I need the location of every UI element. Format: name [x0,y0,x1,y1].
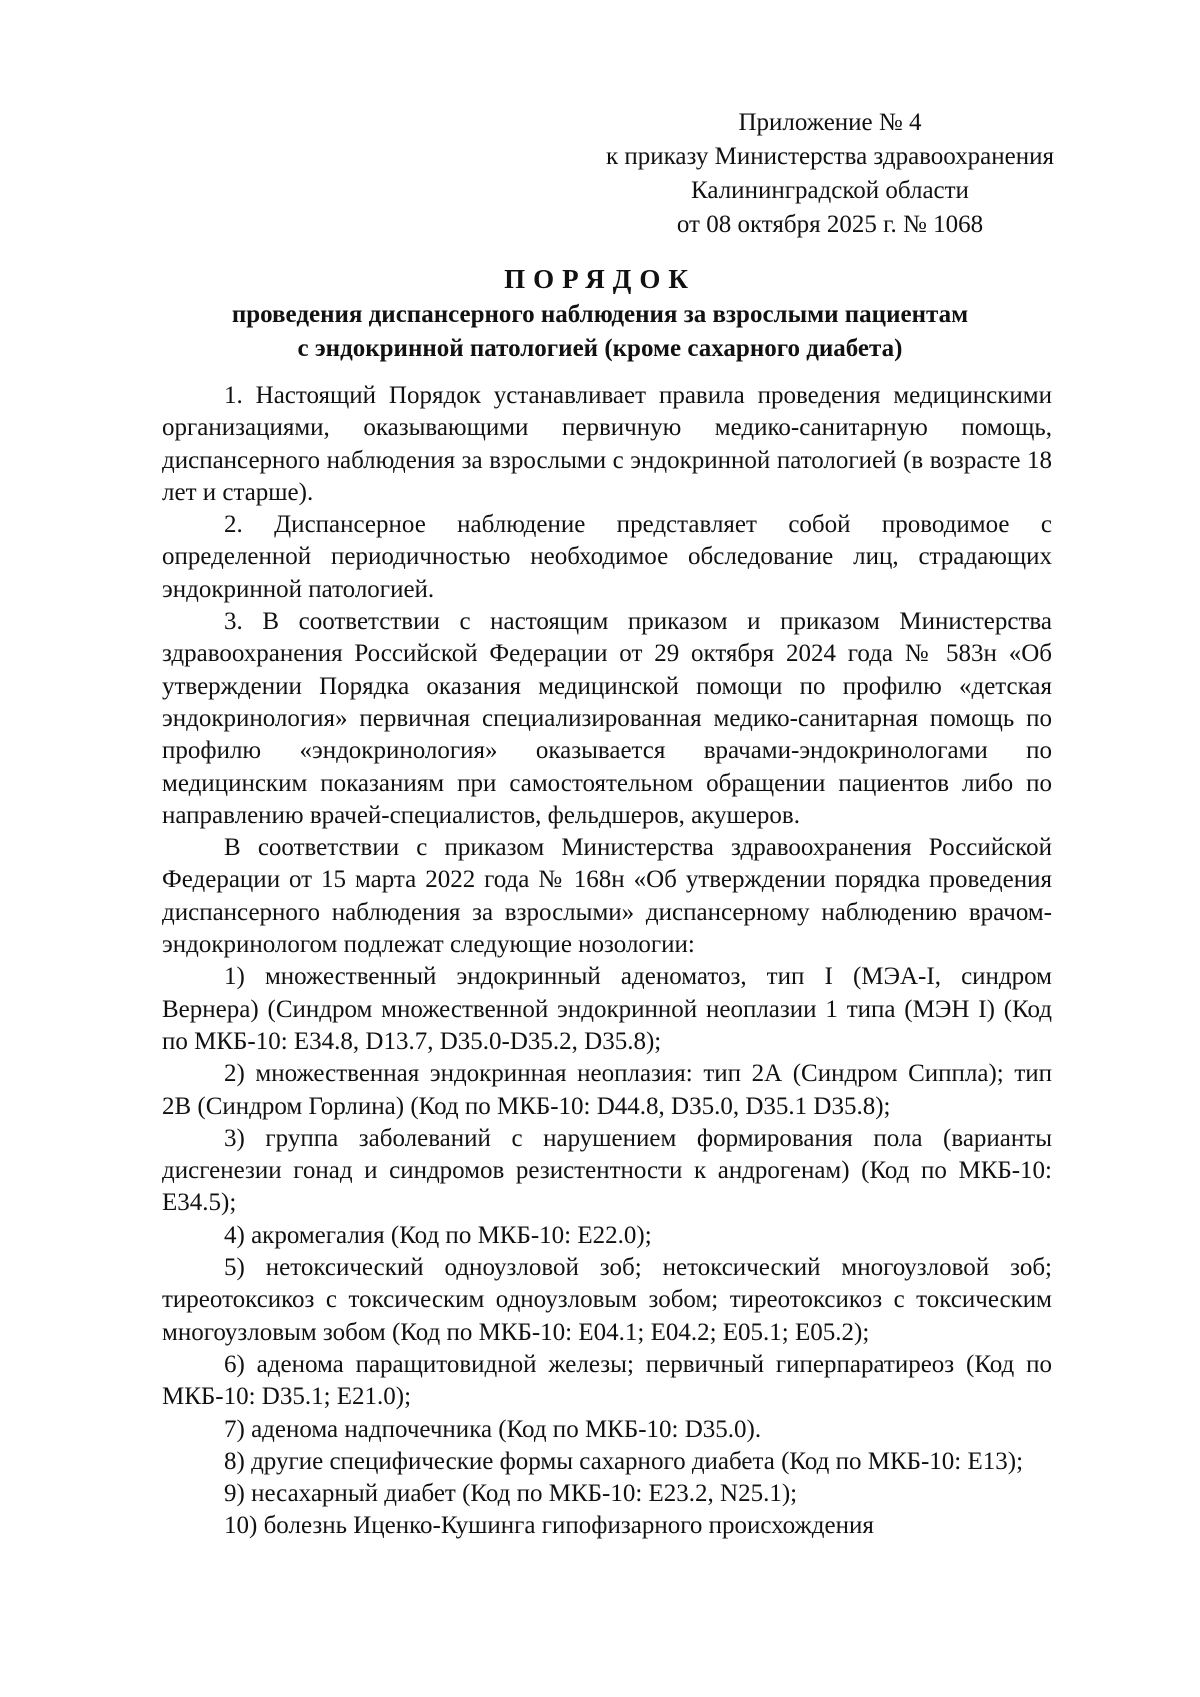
list-item-2: 2) множественная эндокринная неоплазия: тип 2А (Синдром Сиппла); тип 2В (Синдром Горлина) (Код по МКБ-10: D44.8, D35.0, D35.1 D35.8); [162,1060,1052,1120]
document-body [162,380,1052,1543]
list-item-3: 3) группа заболеваний с нарушением формирования пола (варианты дисгенезии гонад и синдромов резистентности к андрогенам) (Код по МКБ-10: E34.5); [162,1124,1052,1217]
list-item-10: 10) болезнь Иценко-Кушинга гипофизарного происхождения [224,1512,874,1540]
list-item-8: 8) другие специфические формы сахарного диабета (Код по МКБ-10: E13); [224,1447,1024,1475]
list-item-4: 4) акромегалия (Код по МКБ-10: E22.0); [224,1221,652,1249]
appendix-region: Калининградской области [691,177,969,204]
list-item-1: 1) множественный эндокринный аденоматоз, тип I (МЭА-I, синдром Вернера) (Синдром множественной эндокринной неоплазии 1 типа (МЭН I) (Код по МКБ-10: E34.8, D13.7, D35.0-D35.2, D35.8); [162,963,1052,1055]
appendix-header [580,106,1080,242]
title-main: ПОРЯДОК [504,264,696,294]
title-subtitle-line-2: с эндокринной патологией (кроме сахарного диабета) [297,335,903,362]
paragraph-4: В соответствии с приказом Министерства здравоохранения Российской Федерации от 15 марта 2022 года № 168н «Об утверждении порядка проведения диспансерного наблюдения за взрослыми» диспансерному наблюдению врачом-эндокринологом подлежат следующие нозологии: [162,834,1052,959]
list-item-6: 6) аденома паращитовидной железы; первичный гиперпаратиреоз (Код по МКБ-10: D35.1; E21.0); [162,1350,1052,1411]
list-item-7: 7) аденома надпочечника (Код по МКБ-10: D35.0). [224,1415,762,1443]
list-item-5: 5) нетоксический одноузловой зоб; нетоксический многоузловой зоб; тиреотоксикоз с токсическим одноузловым зобом; тиреотоксикоз с токсическим многоузловым зобом (Код по МКБ-10: E04.1; E04.2; E05.1; E05.2); [162,1254,1052,1346]
appendix-date: от 08 октября 2025 г. № 1068 [676,211,984,238]
document-title [150,262,1050,366]
paragraph-3: 3. В соответствии с настоящим приказом и приказом Министерства здравоохранения Российской Федерации от 29 октября 2024 года № 583н «Об утверждении Порядка оказания медицинской помощи по профилю «детская эндокринология» первичная специализированная медико-санитарная помощь по профилю «эндокринология» оказывается врачами-эндокринологами по медицинским показаниям при самостоятельном обращении пациентов либо по направлению врачей-специалистов, фельдшеров, акушеров. [162,608,1052,829]
paragraph-2: 2. Диспансерное наблюдение представляет собой проводимое с определенной периодичностью необходимое обследование лиц, страдающих эндокринной патологией. [162,511,1052,603]
list-item-9: 9) несахарный диабет (Код по МКБ-10: E23.2, N25.1); [224,1480,798,1508]
appendix-order-ref: к приказу Министерства здравоохранения [605,143,1055,170]
appendix-number: Приложение № 4 [738,109,922,136]
title-subtitle-line-1: проведения диспансерного наблюдения за взрослыми пациентам [231,301,969,328]
paragraph-1: 1. Настоящий Порядок устанавливает правила проведения медицинскими организациями, оказывающими первичную медико-санитарную помощь, диспансерного наблюдения за взрослыми с эндокринной патологией (в возрасте 18 лет и старше). [162,382,1052,506]
